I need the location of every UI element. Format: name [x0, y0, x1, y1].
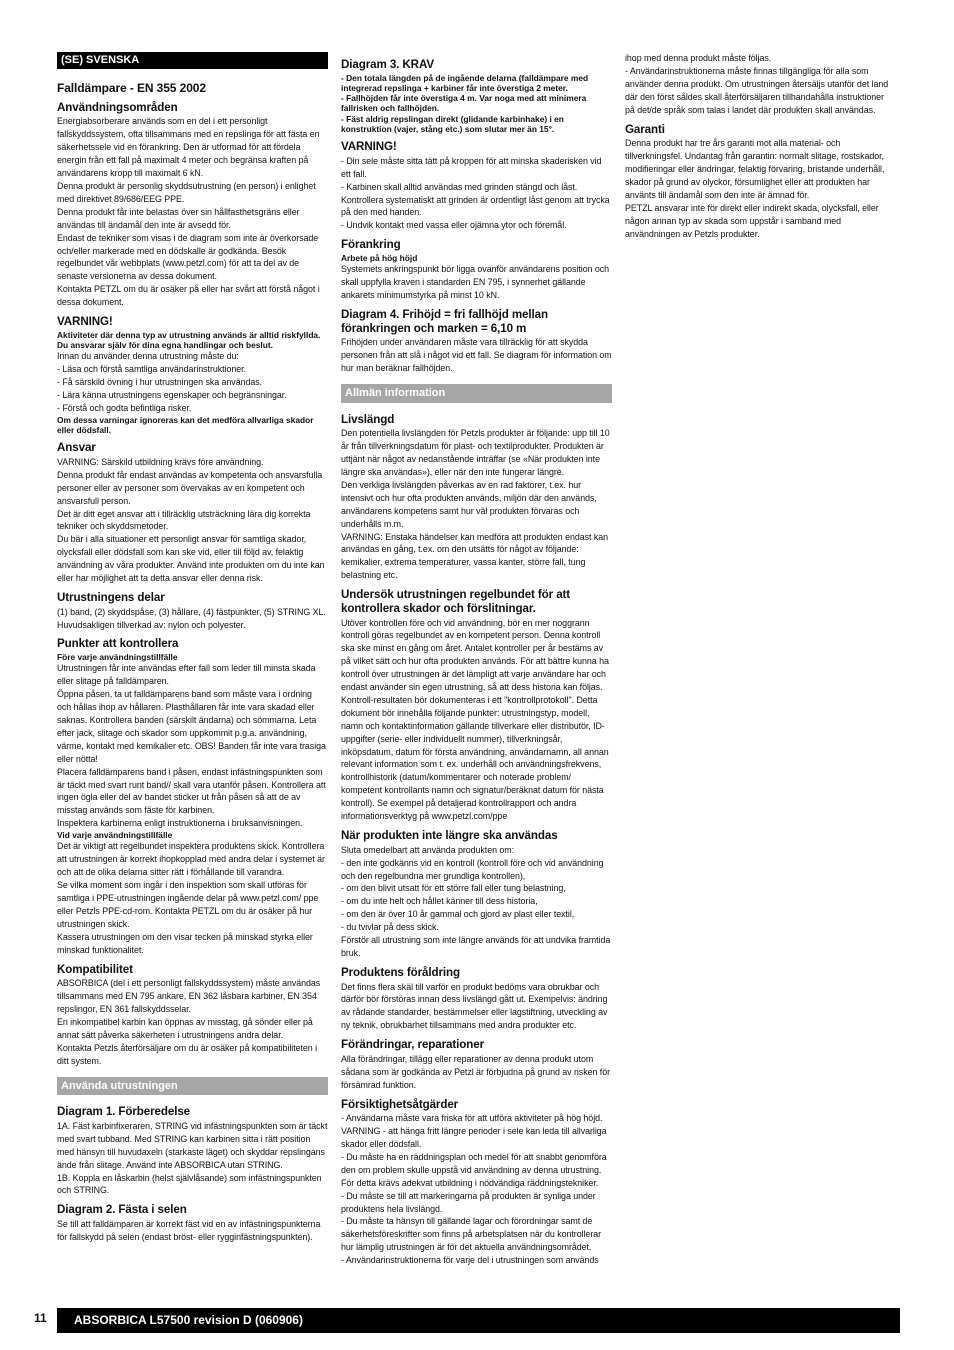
paragraph: VARNING: Enstaka händelser kan medföra att produkten endast kan användas en gång, t.ex. om den utsätts för något av följande: kemikalier, extrema temperaturer, vassa kanter, större fall, tung belastning etc.	[341, 531, 609, 581]
heading: Produktens föråldring	[341, 965, 461, 979]
paragraph: PETZL ansvarar inte för direkt eller indirekt skada, olycksfall, eller någon annan typ av skada som uppstår i samband med användningen av Petzls produkter.	[625, 202, 879, 239]
paragraph: - Användarinstruktionerna måste finnas tillgängliga för alla som använder denna produkt. Om utrustningen återsäljs utanför det land där den först såldes skall återförsäljaren tillhandahålla instruktioner på det/de språk som talas i landet där produkten skall användas.	[625, 65, 889, 115]
paragraph: - om den blivit utsatt för ett större fall eller tung belastning,	[341, 883, 566, 894]
paragraph: ihop med denna produkt måste följas.	[625, 53, 772, 63]
paragraph: Kassera utrustningen om den visar tecken på minskad styrka eller minskad funktionalitet.	[57, 931, 313, 955]
paragraph: Det är viktigt att regelbundet inspektera produktens skick. Kontrollera att utrustningen är korrekt ihopkopplad med andra delar i systemet är och att de olika delarna sitter rätt i förhållande till varandra.	[57, 841, 325, 878]
heading: Utrustningens delar	[57, 591, 165, 604]
paragraph: Energiabsorberare används som en del i ett personligt fallskyddssystem, ofta tillsammans med en repslinga för att fästa en säkerhetssele vid en förankring. Den är utformad för att fördela energin från ett fall på maximalt 4 meter och begränsa kraften på användarens kropp till maximalt 6 kN.	[57, 116, 320, 179]
paragraph: - om du inte helt och hållet känner till dess historia,	[341, 896, 538, 907]
paragraph: Det finns flera skäl till varför en produkt bedöms vara obrukbar och därför bör förstöras innan dess livslängd gått ut. Exempelvis: ändring av rådande standarder, bestämmelser eller lagstiftning, utveckling av ny teknik, obrukbarhet tillsammans med andra produkter etc.	[341, 981, 608, 1031]
subheading: Arbete på hög höjd	[341, 252, 418, 263]
paragraph: Inspektera karbinerna enligt instruktionerna i bruksanvisningen.	[57, 818, 303, 829]
column-1	[57, 52, 328, 1244]
heading: Förankring	[341, 238, 401, 252]
paragraph: - du tvivlar på dess skick.	[341, 922, 439, 933]
paragraph: Systemets ankringspunkt bör ligga ovanför användarens position och skall uppfylla kraven i standarden EN 795, i synnerhet gällande ankarets minimumstyrka på minst 10 kN.	[341, 264, 610, 301]
paragraph: Öppna påsen, ta ut falldämparens band som måste vara i ordning och hållas ihop av hållaren. Plasthållaren får inte vara skadad eller saknas. Kontrollera banden (särskilt ändarna) och sömmarna. Leta efter jack, slitage och skador som uppkommit p.g.a. användning, värme, kontakt med kemikalier etc. OBS! Banden får inte vara trasiga eller nötta!	[57, 689, 326, 764]
column-3	[625, 52, 896, 240]
paragraph: Innan du använder denna utrustning måste du:	[57, 351, 239, 362]
section-bar: Allmän information	[341, 384, 612, 403]
bold-note: - Fallhöjden får inte överstiga 4 m. Var noga med att minimera fallrisken och fallhöjden.	[341, 93, 587, 114]
paragraph: Denna produkt får endast användas av kompetenta och ansvarsfulla personer eller av personer som övervakas av en kompetent och ansvarsfull person.	[57, 469, 323, 506]
paragraph: - Du måste ha en räddningsplan och medel för att snabbt genomföra den om problem skulle uppstå vid användning av denna utrustning. För detta krävs adekvat utbildning i nödvändiga räddningstekniker.	[341, 1151, 607, 1188]
paragraph: Denna produkt är personlig skyddsutrustning (en person) i enlighet med direktivet 89/686/EEG PPE.	[57, 181, 316, 204]
paragraph: - Karbinen skall alltid användas med grinden stängd och låst. Kontrollera systematiskt att grinden är ordentligt låst genom att trycka på den med handen.	[341, 181, 610, 218]
heading: Användningsområden	[57, 100, 178, 114]
paragraph: Placera falldämparens band i påsen, endast infästningspunkten som är täckt med svart runt band// skall vara utanför påsen. Kontrollera att ingen ögla eller del av bandet sticker ut från påsen så att de av misstag används som fäste för karbinen.	[57, 766, 326, 816]
paragraph: Endast de tekniker som visas i de diagram som inte är överkorsade och/eller markerade med en dödskalle är godkända. Besök regelbundet vår webbplats (www.petzl.com) för att ta del av de senaste versionerna av dessa dokument.	[57, 232, 319, 282]
heading: Livslängd	[341, 412, 395, 426]
paragraph: ABSORBICA (del i ett personligt fallskyddssystem) måste användas tillsammans med EN 795 ankare, EN 362 låsbara karbiner, EN 354 repslingor, EN 361 fallskyddsselar.	[57, 978, 321, 1015]
subheading: Vid varje användningstillfälle	[57, 830, 173, 841]
bold-note: - Fäst aldrig repslingan direkt (glidande karbinhake) i en konstruktion (vajer, stång etc.) som slutar mer än 15°.	[341, 113, 564, 134]
paragraph: - Förstå och godta befintliga risker.	[57, 402, 192, 413]
paragraph: Se vilka moment som ingår i den inspektion som skall utföras för samtliga i PPE-utrustningen ingående delar på www.petzl.com/ ppe eller Petzls PPE-cd-rom. Kontakta PETZL om du är osäker på hur utrustningen skick.	[57, 880, 319, 929]
bold-note: Aktiviteter där denna typ av utrustning används är alltid riskfyllda. Du ansvarar själv för dina egna handlingar och beslut.	[57, 329, 321, 350]
paragraph: Kontakta Petzls återförsäljare om du är osäker på kompatibiliteten i ditt system.	[57, 1042, 318, 1066]
heading: VARNING!	[57, 315, 113, 329]
heading: VARNING!	[341, 140, 397, 154]
page-number: 11	[34, 1311, 47, 1325]
bold-note: Om dessa varningar ignoreras kan det medföra allvarliga skador eller dödsfall.	[57, 414, 314, 436]
paragraph: Utrustningen får inte användas efter fall som leder till minsta skada eller slitage på falldämparen.	[57, 663, 316, 687]
heading: Punkter att kontrollera	[57, 637, 179, 651]
paragraph: Denna produkt har tre års garanti mot alla material- och tillverkningsfel. Undantag från garantin: normalt slitage, rostskador, modifieringar eller ändringar, felaktig förvaring, bristande underhåll, skador på grund av olyckor, försumlighet eller att produkten har använts till ändamål som den inte är ämnad för.	[625, 138, 885, 200]
paragraph: - om den är över 10 år gammal och gjord av plast eller textil,	[341, 909, 575, 920]
paragraph: - Undvik kontakt med vassa eller ojämna ytor och föremål.	[341, 220, 567, 231]
paragraph: Den potentiella livslängden för Petzls produkter är följande: upp till 10 år från tillverkningsdatum för plast- och textilprodukter. Produkten är uttjänt när något av nedanstående inträffar (se «När produkten inte längre ska användas»), eller när den inte fungerar längre.	[341, 428, 610, 478]
footer-bar	[57, 1308, 900, 1333]
paragraph: Denna produkt får inte belastas över sin hållfasthetsgräns eller användas till ändamål den inte är avsedd för.	[57, 206, 300, 230]
paragraph: - Läsa och förstå samtliga användarinstruktioner.	[57, 364, 246, 375]
paragraph: Utöver kontrollen före och vid användning, bör en mer noggrann kontroll göras regelbundet av en kompetent person. Denna kontroll ska ske minst en gång om året. Antalet kontroller per år bestäms av på vilket sätt och hur ofta produkten används. För att bättre kunna ha kontroll över utrustningen är det lämpligt att varje användare har och endast använder sin egen utrustning, så att dess historia kan följas. Kontroll-resultaten bör dokumenteras i ett "kontrollprotokoll". Detta dokument bör innehålla följande punkter: utrustningstyp, modell, namn och kontaktinformation gällande tillverkare eller distributör, ID-uppgifter (serie- eller individuellt nummer), tillverkningsår, inköpsdatum, datum för första användning, användarnamn, all annan relevant information som t. ex. underhåll och användningsfrekvens, kontrollhistorik (datum/kommentarer och noterade problem/ kompetent kontrollants namn och signatur/beräknat datum för nästa kontroll). Se exempel på detaljerad kontrollrapport och andra informationsverktyg på www.petzl.com/ppe	[341, 617, 609, 822]
heading: Undersök utrustningen regelbundet för att kontrollera skador och förslitningar.	[341, 588, 571, 615]
heading: Diagram 2. Fästa i selen	[57, 1203, 187, 1217]
paragraph: Kontakta PETZL om du är osäker på eller har svårt att förstå något i dessa dokument.	[57, 284, 320, 308]
paragraph: - den inte godkänns vid en kontroll (kontroll före och vid användning och den regelbundna mer grundliga kontrollen),	[341, 857, 604, 881]
paragraph: Frihöjden under användaren måste vara tillräcklig för att skydda personen från att slå i något vid ett fall. Se diagram för information om hur man beräknar fallhöjden.	[341, 337, 612, 374]
heading: Garanti	[625, 122, 665, 136]
paragraph: 1A. Fäst karbinfixeraren, STRING vid infästningspunkten som är täckt med svart tubband. Med STRING kan karbinen sitta i rätt position med hänsyn till huvudaxeln (starkaste läget) och skyddar repslingans ände från slitage. Använd inte ABSORBICA utan STRING.	[57, 1120, 328, 1170]
heading: Diagram 3. KRAV	[341, 58, 434, 71]
footer-text: ABSORBICA L57500 revision D (060906)	[74, 1313, 303, 1327]
heading: Förändringar, reparationer	[341, 1038, 485, 1052]
paragraph: (1) band, (2) skyddspåse, (3) hållare, (4) fästpunkter, (5) STRING XL. Huvudsakligen tillverkad av: nylon och polyester.	[57, 606, 326, 630]
heading: Ansvar	[57, 441, 96, 455]
heading: Diagram 4. Frihöjd = fri fallhöjd mellan förankringen och marken = 6,10 m	[341, 307, 548, 335]
heading: När produkten inte längre ska användas	[341, 829, 558, 843]
paragraph: 1B. Koppla en låskarbin (helst självlåsande) som infästningspunkten och STRING.	[57, 1172, 322, 1196]
paragraph: - Användarinstruktionerna för varje del i utrustningen som används	[341, 1255, 599, 1266]
subheading: Före varje användningstillfälle	[57, 652, 178, 663]
bold-note: - Den totala längden på de ingående delarna (falldämpare med integrerad repslinga + karbiner får inte överstiga 2 meter.	[341, 72, 589, 93]
paragraph: - Din sele måste sitta tätt på kroppen för att minska skaderisken vid ett fall.	[341, 155, 602, 179]
heading: Kompatibilitet	[57, 962, 133, 976]
paragraph: Du bär i alla situationer ett personligt ansvar för samtliga skador, olycksfall eller dödsfall som kan ske vid, eller till följd av, felaktig användning av våra produkter. Använd inte produkten om du inte kan eller har möjlighet att ta detta ansvar eller denna risk.	[57, 534, 325, 584]
paragraph: - Lära känna utrustningens egenskaper och begränsningar.	[57, 389, 287, 400]
paragraph: Sluta omedelbart att använda produkten om:	[341, 844, 515, 855]
paragraph: Alla förändringar, tillägg eller reparationer av denna produkt utom sådana som är godkända av Petzl är förbjudna på grund av risken för försämrad funktion.	[341, 1053, 610, 1090]
paragraph: Förstör all utrustning som inte längre används för att undvika framtida bruk.	[341, 935, 611, 958]
paragraph: Det är ditt eget ansvar att i tillräcklig utsträckning lära dig korrekta tekniker och skyddsmetoder.	[57, 508, 311, 532]
paragraph: - Användarna måste vara friska för att utföra aktiviteter på hög höjd. VARNING - att hänga fritt längre perioder i sele kan leda till allvarliga skador eller dödsfall.	[341, 1113, 607, 1150]
paragraph: En inkompatibel karbin kan öppnas av misstag, gå sönder eller på annat sätt påverka säkerheten i utrustningens andra delar.	[57, 1016, 313, 1040]
doc-title: Falldämpare - EN 355 2002	[57, 80, 206, 95]
paragraph: Den verkliga livslängden påverkas av en rad faktorer, t.ex. hur intensivt och hur ofta produkten används, miljön där den används, användarens kompetens samt hur väl produkten förvaras och underhålls m.m.	[341, 479, 597, 529]
section-bar: Använda utrustningen	[57, 1077, 328, 1096]
language-label: (SE) SVENSKA	[57, 52, 328, 69]
paragraph: - Få särskild övning i hur utrustningen ska användas.	[57, 377, 263, 388]
column-2	[341, 52, 612, 1267]
heading: Diagram 1. Förberedelse	[57, 1105, 191, 1119]
paragraph: Se till att falldämparen är korrekt fäst vid en av infästningspunkterna för fallskydd på selen (endast bröst- eller rygginfästningspunkten).	[57, 1219, 321, 1242]
paragraph: - Du måste ta hänsyn till gällande lagar och förordningar samt de säkerhetsföreskrifter som finns på arbetsplatsen när du kontrollerar hur lämplig utrustningen är för det aktuella användningsområdet.	[341, 1216, 602, 1253]
heading: Försiktighetsåtgärder	[341, 1097, 459, 1111]
paragraph: - Du måste se till att markeringarna på produkten är synliga under produktens hela livslängd.	[341, 1190, 596, 1214]
paragraph: VARNING: Särskild utbildning krävs före användning.	[57, 456, 264, 467]
